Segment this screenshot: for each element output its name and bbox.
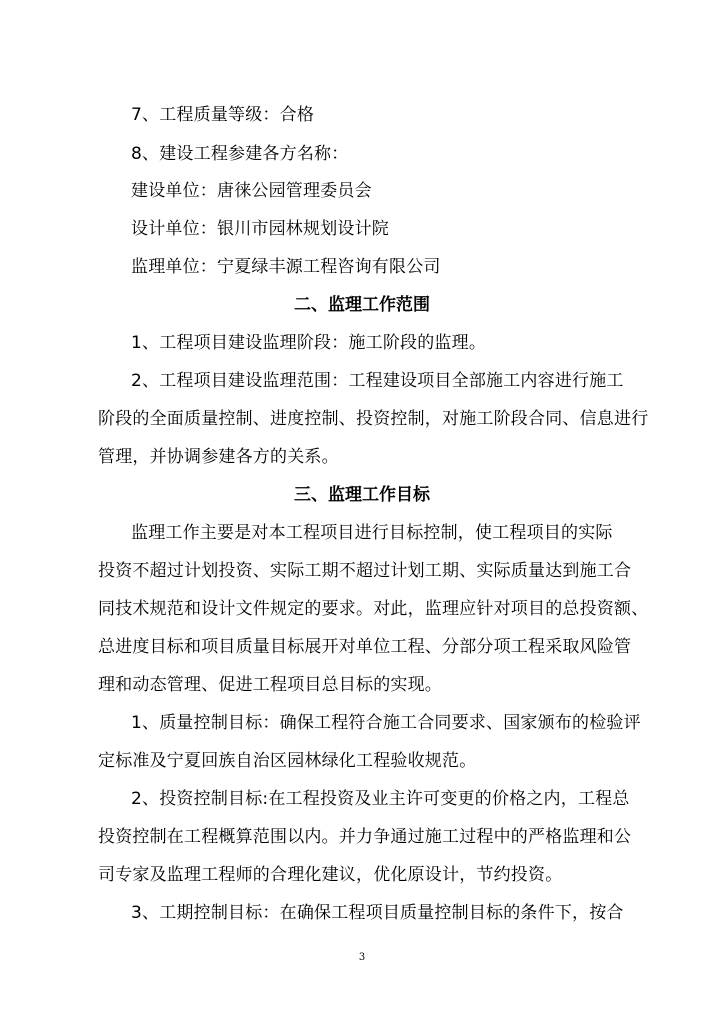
text-line-investment-goal-cont-2: 司专家及监理工程师的合理化建议，优化原设计，节约投资。 <box>98 865 563 885</box>
text-line-scope-range: 2、工程项目建设监理范围：工程建设项目全部施工内容进行施工 <box>131 371 624 391</box>
text-line-parties-title: 8、建设工程参建各方名称： <box>131 144 349 164</box>
text-line-schedule-goal: 3、工期控制目标：在确保工程项目质量控制目标的条件下，按合 <box>131 903 624 923</box>
text-line-quality-grade: 7、工程质量等级：合格 <box>131 105 315 125</box>
text-line-quality-goal: 1、质量控制目标：确保工程符合施工合同要求、国家颁布的检验评 <box>131 713 641 733</box>
text-line-goals-intro-cont-1: 投资不超过计划投资、实际工期不超过计划工期、实际质量达到施工合 <box>98 561 632 581</box>
section-heading-goals: 三、监理工作目标 <box>294 485 430 505</box>
text-line-goals-intro-cont-2: 同技术规范和设计文件规定的要求。对此，监理应针对项目的总投资额、 <box>98 599 649 619</box>
text-line-construction-unit: 建设单位：唐徕公园管理委员会 <box>131 181 372 201</box>
page-number: 3 <box>358 952 366 963</box>
text-line-design-unit: 设计单位：银川市园林规划设计院 <box>131 219 389 239</box>
text-line-goals-intro-cont-3: 总进度目标和项目质量目标展开对单位工程、分部分项工程采取风险管 <box>98 637 632 657</box>
text-line-scope-stage: 1、工程项目建设监理阶段：施工阶段的监理。 <box>131 333 487 353</box>
text-line-scope-range-cont-1: 阶段的全面质量控制、进度控制、投资控制，对施工阶段合同、信息进行 <box>98 409 649 429</box>
section-heading-scope: 二、监理工作范围 <box>294 295 430 315</box>
text-line-scope-range-cont-2: 管理，并协调参建各方的关系。 <box>98 447 339 467</box>
text-line-supervision-unit: 监理单位：宁夏绿丰源工程咨询有限公司 <box>131 257 441 277</box>
text-line-goals-intro: 监理工作主要是对本工程项目进行目标控制，使工程项目的实际 <box>131 523 613 543</box>
text-line-investment-goal-cont-1: 投资控制在工程概算范围以内。并力争通过施工过程中的严格监理和公 <box>98 827 632 847</box>
text-line-quality-goal-cont: 定标准及宁夏回族自治区园林绿化工程验收规范。 <box>98 751 477 771</box>
text-line-investment-goal: 2、投资控制目标:在工程投资及业主许可变更的价格之内，工程总 <box>131 789 630 809</box>
text-line-goals-intro-cont-4: 理和动态管理、促进工程项目总目标的实现。 <box>98 675 442 695</box>
